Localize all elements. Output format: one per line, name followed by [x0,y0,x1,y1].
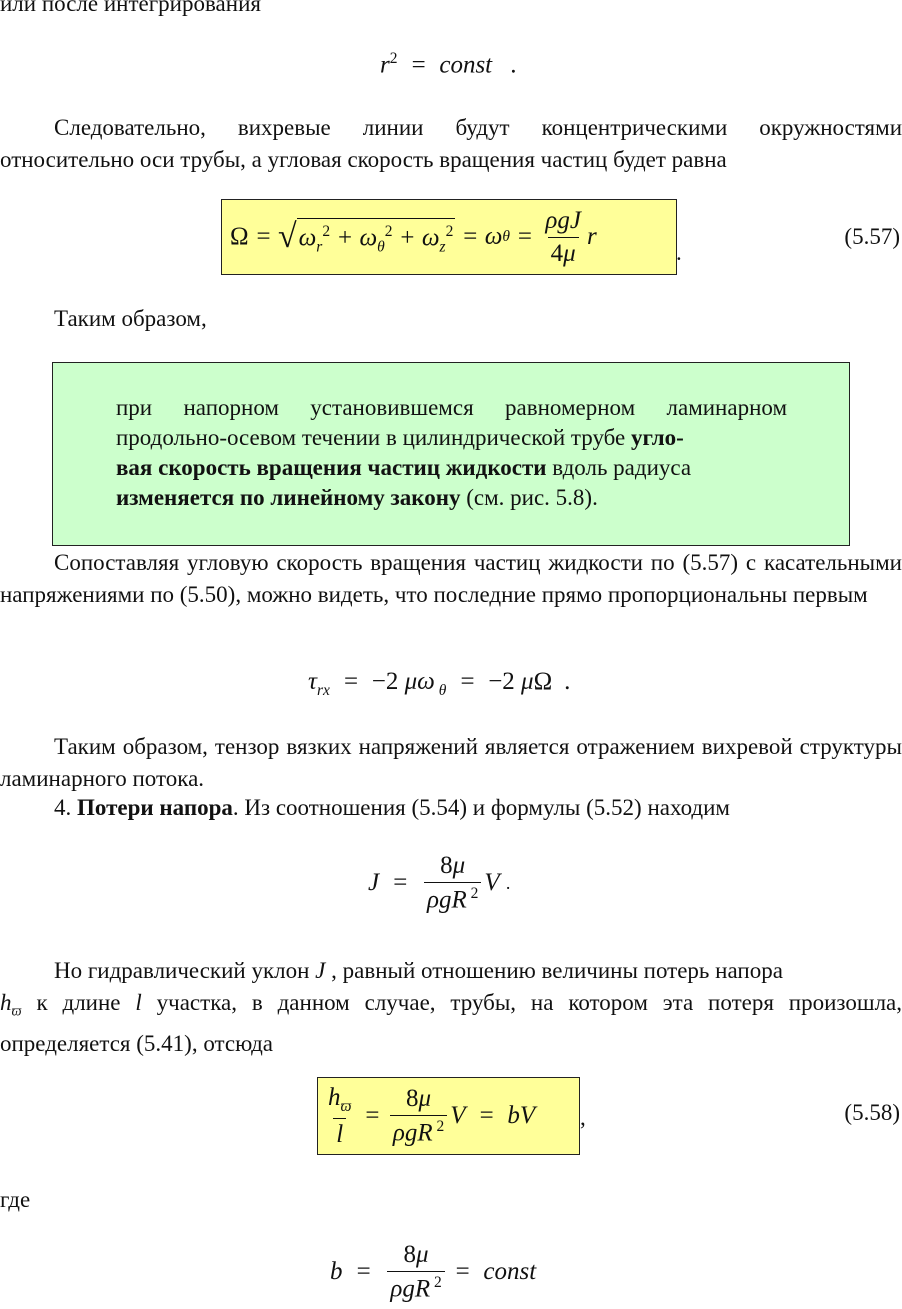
equation-5-58: $\frac{h_ϖ}{l}$ = $\frac{8\mu}{\rho gR ^2}$ V = bV [328,1083,536,1148]
equation-r2-const: $r^2$ = const . [380,50,518,79]
paragraph-comparison: Сопоставляя угловую скорость вращения частиц жидкости по (5.57) с касательными напряжениями по (5.50), можно видеть, что последние прямо пропорциональны первым [0,550,902,607]
text-gde: где [0,1187,31,1212]
text-tak-obrazom: Таким образом, [54,306,207,331]
text-line-top: или после интегрирования [0,0,261,16]
equation-b: b = $\frac{8\mu}{\rho gR ^2}$ = const [330,1240,537,1303]
paragraph-hydraulic-slope: Но гидравлический уклон J , равный отношению величины потерь напора $h_ϖ$ к длине l участка, в данном случае, трубы, на котором эта потеря произошла, определяется (5.41), отсюда [0,958,902,1056]
equation-number-5-57: (5.57) [844,224,900,249]
equation-J: J = $\frac{8\mu}{\rho gR ^2}$ V . [368,851,511,914]
highlight-text-conclusion: при напорном установившемся равномерном ламинарном продольно-осевом течении в цилиндрической трубе угло- вая скорость вращения частиц жидкости вдоль радиуса изменяется по линейному закону (см. рис. 5.8). [116,395,787,510]
paragraph-vortex-lines: Следовательно, вихревые линии будут концентрическими окружностями относительно оси трубы, а угловая скорость вращения частиц будет равна [0,115,902,172]
paragraph-head-losses: 4. Потери напора. Из соотношения (5.54) и формулы (5.52) находим [54,795,730,820]
equation-tau-rx: $\tau_{rx} = -2$ μω $_\theta$ = −2 μΩ . [308,668,571,699]
paragraph-tensor: Таким образом, тензор вязких напряжений является отражением вихревой структуры ламинарного потока. [0,734,902,791]
equation-number-5-58: (5.58) [844,1100,900,1125]
equation-5-57: Ω = √ $\omega_r^2 + \omega_\theta^2 + \omega_z^2$ = ω θ = $\frac{\text{ρgJ}}{4\mu}$ r [230,206,597,267]
